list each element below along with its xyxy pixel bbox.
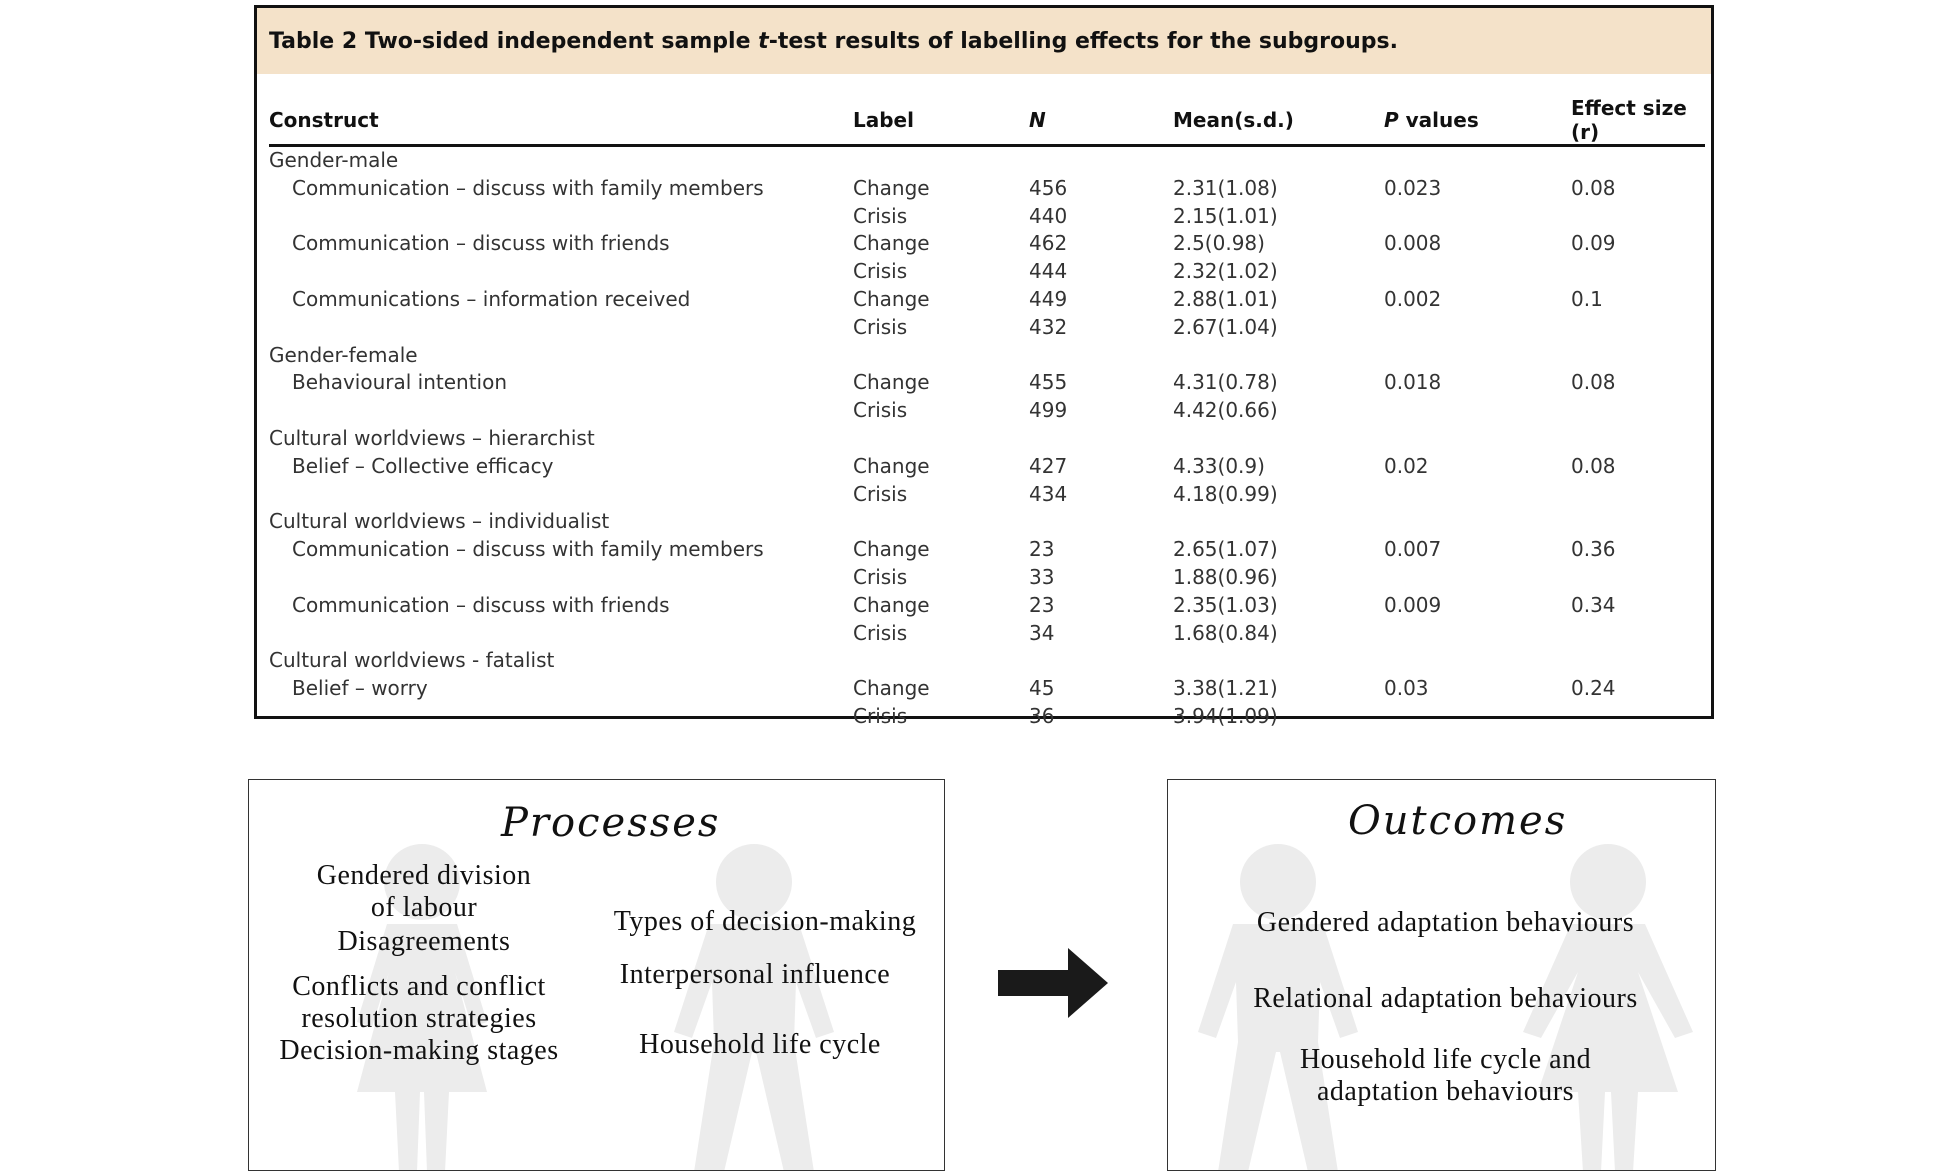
cell-construct bbox=[269, 620, 853, 648]
cell-label: Crisis bbox=[853, 481, 908, 506]
cell-construct: Cultural worldviews – hierarchist bbox=[269, 425, 595, 450]
cell-effect-size: 0.36 bbox=[1571, 537, 1616, 562]
header-p-letter: P bbox=[1384, 108, 1399, 132]
cell-mean-sd: 4.42(0.66) bbox=[1173, 398, 1278, 423]
cell-effect-size bbox=[1571, 508, 1705, 536]
cell-mean-sd: 3.38(1.21) bbox=[1173, 676, 1278, 701]
cell-effect-size bbox=[1571, 564, 1705, 592]
cell-label: Change bbox=[853, 370, 930, 395]
cell-n: 45 bbox=[1029, 676, 1055, 701]
table-row bbox=[269, 564, 1705, 592]
table-row bbox=[269, 536, 1705, 564]
cell-n: 499 bbox=[1029, 398, 1068, 423]
processes-box bbox=[248, 779, 945, 1171]
cell-mean-sd: 2.5(0.98) bbox=[1173, 231, 1265, 256]
conflicts-line-1: Conflicts and conflict bbox=[292, 971, 546, 1002]
cell-construct bbox=[269, 481, 853, 509]
life-cycle-adaptation-line-1: Household life cycle and bbox=[1299, 1044, 1592, 1075]
cell-label bbox=[853, 647, 1029, 675]
cell-construct: Cultural worldviews – individualist bbox=[269, 509, 610, 534]
table-row bbox=[269, 175, 1705, 203]
male-silhouette-icon bbox=[664, 842, 844, 1171]
cell-construct: Belief – Collective efficacy bbox=[292, 453, 554, 478]
disagreements-text: Disagreements bbox=[337, 926, 511, 957]
table-row bbox=[269, 703, 1705, 731]
cell-label: Crisis bbox=[853, 398, 908, 423]
cell-p-value bbox=[1384, 314, 1571, 342]
cell-label: Crisis bbox=[853, 203, 908, 228]
header-construct: Construct bbox=[269, 96, 853, 146]
cell-label: Crisis bbox=[853, 564, 908, 589]
cell-p-value: 0.023 bbox=[1384, 175, 1442, 200]
cell-effect-size bbox=[1571, 258, 1705, 286]
cell-label: Change bbox=[853, 286, 930, 311]
results-table bbox=[269, 96, 1705, 731]
header-p-rest: values bbox=[1398, 108, 1479, 132]
life-cycle-adaptation-line-2: adaptation behaviours bbox=[1317, 1076, 1574, 1107]
cell-mean-sd bbox=[1173, 146, 1384, 175]
gendered-adaptation-text: Gendered adaptation behaviours bbox=[1256, 907, 1635, 938]
types-decision-text: Types of decision-making bbox=[613, 906, 917, 937]
cell-p-value bbox=[1384, 647, 1571, 675]
cell-p-value: 0.007 bbox=[1384, 537, 1442, 562]
cell-effect-size: 0.08 bbox=[1571, 453, 1616, 478]
cell-label: Change bbox=[853, 676, 930, 701]
cell-n bbox=[1029, 647, 1173, 675]
cell-effect-size: 0.09 bbox=[1571, 231, 1616, 256]
cell-label: Crisis bbox=[853, 314, 908, 339]
cell-effect-size bbox=[1571, 397, 1705, 425]
cell-mean-sd: 4.33(0.9) bbox=[1173, 453, 1265, 478]
cell-effect-size bbox=[1571, 342, 1705, 370]
cell-n: 434 bbox=[1029, 481, 1068, 506]
table-row bbox=[269, 314, 1705, 342]
table-row bbox=[269, 369, 1705, 397]
cell-construct: Communication – discuss with friends bbox=[292, 231, 670, 256]
cell-construct: Belief – worry bbox=[292, 676, 428, 701]
cell-label bbox=[853, 425, 1029, 453]
cell-p-value: 0.03 bbox=[1384, 676, 1429, 701]
cell-label bbox=[853, 146, 1029, 175]
table-row bbox=[269, 203, 1705, 231]
cell-label bbox=[853, 508, 1029, 536]
table-row bbox=[269, 675, 1705, 703]
cell-mean-sd: 2.67(1.04) bbox=[1173, 314, 1278, 339]
cell-n bbox=[1029, 342, 1173, 370]
cell-mean-sd bbox=[1173, 647, 1384, 675]
table-group-row bbox=[269, 508, 1705, 536]
cell-n: 444 bbox=[1029, 259, 1068, 284]
caption-prefix: Table 2 Two-sided independent sample bbox=[269, 28, 759, 54]
table-panel bbox=[254, 5, 1714, 728]
cell-effect-size bbox=[1571, 703, 1705, 731]
cell-p-value bbox=[1384, 203, 1571, 231]
cell-p-value: 0.009 bbox=[1384, 592, 1442, 617]
interpersonal-influence-text: Interpersonal influence bbox=[619, 959, 891, 990]
cell-label: Change bbox=[853, 537, 930, 562]
cell-p-value bbox=[1384, 481, 1571, 509]
cell-effect-size bbox=[1571, 203, 1705, 231]
cell-n: 462 bbox=[1029, 231, 1068, 256]
cell-label: Change bbox=[853, 231, 930, 256]
table-row bbox=[269, 230, 1705, 258]
cell-n: 23 bbox=[1029, 592, 1055, 617]
table-group-row bbox=[269, 146, 1705, 175]
outcomes-box bbox=[1167, 779, 1716, 1171]
table-row bbox=[269, 481, 1705, 509]
cell-effect-size: 0.24 bbox=[1571, 676, 1616, 701]
cell-p-value: 0.008 bbox=[1384, 231, 1442, 256]
cell-p-value bbox=[1384, 703, 1571, 731]
cell-p-value bbox=[1384, 146, 1571, 175]
header-effect-size: Effect size (r) bbox=[1571, 96, 1705, 146]
cell-construct: Communication – discuss with family members bbox=[292, 537, 764, 562]
cell-n: 449 bbox=[1029, 286, 1068, 311]
cell-effect-size: 0.08 bbox=[1571, 175, 1616, 200]
cell-p-value bbox=[1384, 258, 1571, 286]
cell-mean-sd: 2.15(1.01) bbox=[1173, 203, 1278, 228]
cell-p-value: 0.02 bbox=[1384, 453, 1429, 478]
cell-p-value bbox=[1384, 620, 1571, 648]
cell-label: Change bbox=[853, 175, 930, 200]
arrow-right-icon bbox=[998, 948, 1108, 1018]
cell-n: 456 bbox=[1029, 175, 1068, 200]
table-body bbox=[269, 146, 1705, 731]
cell-construct bbox=[269, 203, 853, 231]
caption-t: t bbox=[758, 28, 769, 54]
cell-n: 33 bbox=[1029, 564, 1055, 589]
table-group-row bbox=[269, 342, 1705, 370]
cell-effect-size bbox=[1571, 481, 1705, 509]
cell-mean-sd: 4.31(0.78) bbox=[1173, 370, 1278, 395]
cell-construct bbox=[269, 314, 853, 342]
table-group-row bbox=[269, 647, 1705, 675]
cell-effect-size: 0.1 bbox=[1571, 286, 1603, 311]
cell-label bbox=[853, 342, 1029, 370]
header-label: Label bbox=[853, 96, 1029, 146]
cell-label: Change bbox=[853, 592, 930, 617]
cell-effect-size bbox=[1571, 620, 1705, 648]
conflicts-line-2: resolution strategies bbox=[301, 1003, 537, 1034]
conflicts-text bbox=[279, 971, 559, 1035]
header-mean-sd: Mean(s.d.) bbox=[1173, 96, 1384, 146]
cell-label: Change bbox=[853, 453, 930, 478]
cell-p-value bbox=[1384, 564, 1571, 592]
table-row bbox=[269, 620, 1705, 648]
outcomes-title: Outcomes bbox=[1348, 798, 1568, 844]
cell-mean-sd: 4.18(0.99) bbox=[1173, 481, 1278, 506]
cell-construct: Cultural worldviews - fatalist bbox=[269, 648, 555, 673]
cell-construct: Behavioural intention bbox=[292, 370, 508, 395]
cell-p-value: 0.002 bbox=[1384, 286, 1442, 311]
cell-mean-sd: 2.88(1.01) bbox=[1173, 286, 1278, 311]
table-row bbox=[269, 258, 1705, 286]
cell-mean-sd: 1.88(0.96) bbox=[1173, 564, 1278, 589]
cell-p-value bbox=[1384, 342, 1571, 370]
cell-n: 23 bbox=[1029, 537, 1055, 562]
table-group-row bbox=[269, 425, 1705, 453]
header-n: N bbox=[1029, 96, 1173, 146]
cell-label: Crisis bbox=[853, 259, 908, 284]
cell-n: 36 bbox=[1029, 703, 1055, 728]
cell-construct: Communication – discuss with friends bbox=[292, 592, 670, 617]
household-life-cycle-text: Household life cycle bbox=[639, 1029, 881, 1060]
cell-construct bbox=[269, 703, 853, 731]
gendered-division-line-2: of labour bbox=[370, 892, 478, 923]
gendered-division-text bbox=[299, 860, 549, 924]
cell-construct bbox=[269, 258, 853, 286]
cell-construct bbox=[269, 564, 853, 592]
cell-mean-sd bbox=[1173, 425, 1384, 453]
cell-label: Crisis bbox=[853, 703, 908, 728]
cell-effect-size bbox=[1571, 146, 1705, 175]
cell-mean-sd: 2.65(1.07) bbox=[1173, 537, 1278, 562]
cell-effect-size: 0.34 bbox=[1571, 592, 1616, 617]
life-cycle-adaptation-text bbox=[1218, 1044, 1673, 1108]
cell-n: 427 bbox=[1029, 453, 1068, 478]
header-p-values bbox=[1384, 96, 1571, 146]
cell-construct: Gender-male bbox=[269, 148, 399, 172]
cell-mean-sd: 2.32(1.02) bbox=[1173, 259, 1278, 284]
cell-n: 455 bbox=[1029, 370, 1068, 395]
table-row bbox=[269, 592, 1705, 620]
table-caption bbox=[257, 8, 1711, 74]
processes-title: Processes bbox=[501, 800, 721, 846]
table-row bbox=[269, 286, 1705, 314]
cell-construct: Communications – information received bbox=[292, 286, 691, 311]
cell-p-value bbox=[1384, 425, 1571, 453]
cell-effect-size bbox=[1571, 647, 1705, 675]
cell-n: 34 bbox=[1029, 620, 1055, 645]
cell-construct: Gender-female bbox=[269, 342, 418, 367]
decision-stages-text: Decision-making stages bbox=[279, 1035, 559, 1066]
cell-n bbox=[1029, 508, 1173, 536]
gendered-division-line-1: Gendered division bbox=[316, 860, 532, 891]
cell-effect-size bbox=[1571, 425, 1705, 453]
cell-p-value bbox=[1384, 397, 1571, 425]
cell-mean-sd: 1.68(0.84) bbox=[1173, 620, 1278, 645]
cell-n: 432 bbox=[1029, 314, 1068, 339]
cell-effect-size: 0.08 bbox=[1571, 370, 1616, 395]
cell-construct: Communication – discuss with family members bbox=[292, 175, 764, 200]
cell-p-value: 0.018 bbox=[1384, 370, 1442, 395]
cell-p-value bbox=[1384, 508, 1571, 536]
cell-n bbox=[1029, 425, 1173, 453]
cell-mean-sd: 2.31(1.08) bbox=[1173, 175, 1278, 200]
table-header-row bbox=[269, 96, 1705, 146]
cell-mean-sd: 3.94(1.09) bbox=[1173, 703, 1278, 728]
cell-effect-size bbox=[1571, 314, 1705, 342]
table-row bbox=[269, 397, 1705, 425]
cell-mean-sd bbox=[1173, 342, 1384, 370]
table-row bbox=[269, 453, 1705, 481]
cell-construct bbox=[269, 397, 853, 425]
cell-mean-sd: 2.35(1.03) bbox=[1173, 592, 1278, 617]
cell-n: 440 bbox=[1029, 203, 1068, 228]
cell-label: Crisis bbox=[853, 620, 908, 645]
caption-suffix: -test results of labelling effects for the subgroups. bbox=[768, 28, 1398, 54]
relational-adaptation-text: Relational adaptation behaviours bbox=[1253, 983, 1638, 1014]
cell-n bbox=[1029, 146, 1173, 175]
cell-mean-sd bbox=[1173, 508, 1384, 536]
